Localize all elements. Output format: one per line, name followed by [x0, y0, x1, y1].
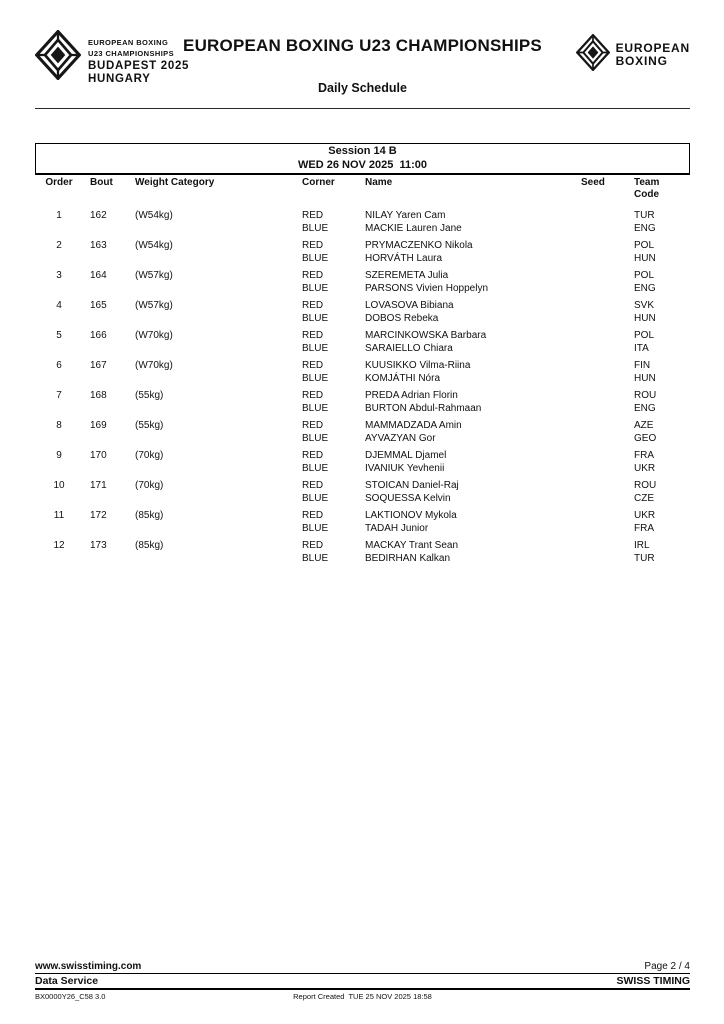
seed-cell [572, 540, 624, 565]
boxer-names-cell [357, 240, 572, 265]
european-boxing-logo-text [616, 42, 690, 68]
red-boxer-name: NILAY Yaren Cam [365, 210, 446, 221]
weight-category-cell: (55kg) [135, 390, 164, 401]
team-codes-cell [624, 360, 690, 385]
blue-boxer-name: BEDIRHAN Kalkan [365, 552, 451, 564]
corner-red-label: RED [302, 210, 324, 221]
weight-category-cell: (W54kg) [135, 210, 173, 221]
corner-cell [292, 450, 357, 475]
blue-team-code: ENG [634, 222, 656, 234]
weight-category-cell: (W57kg) [135, 300, 173, 311]
blue-team-code: HUN [634, 372, 656, 384]
red-team-code: UKR [634, 510, 656, 521]
red-boxer-name: MAMMADZADA Amin [365, 420, 462, 431]
boxer-names-cell [357, 210, 572, 235]
corner-red-label: RED [302, 510, 324, 521]
corner-blue-label: BLUE [302, 462, 329, 474]
boxer-names-cell [357, 480, 572, 505]
seed-cell [572, 480, 624, 505]
corner-red-label: RED [302, 240, 324, 251]
corner-red-label: RED [302, 480, 324, 491]
blue-team-code: ITA [634, 342, 649, 354]
column-header-weight-category: Weight Category [135, 177, 215, 188]
red-boxer-name: PRYMACZENKO Nikola [365, 240, 473, 251]
team-codes-cell [624, 240, 690, 265]
seed-cell [572, 420, 624, 445]
corner-blue-label: BLUE [302, 342, 329, 354]
session-name: Session 14 B [328, 145, 397, 157]
red-team-code: IRL [634, 540, 650, 551]
bout-number-cell: 168 [90, 390, 107, 401]
corner-red-label: RED [302, 450, 324, 461]
header-divider [35, 108, 690, 109]
red-boxer-name: KUUSIKKO Vilma-Riina [365, 360, 471, 371]
boxer-names-cell [357, 390, 572, 415]
bout-number-cell: 169 [90, 420, 107, 431]
corner-red-label: RED [302, 300, 324, 311]
table-row [35, 420, 690, 445]
blue-team-code: UKR [634, 462, 656, 474]
blue-boxer-name: TADAH Junior [365, 522, 429, 534]
weight-category-cell: (85kg) [135, 510, 164, 521]
seed-cell [572, 360, 624, 385]
team-codes-cell [624, 510, 690, 535]
schedule-section [35, 143, 690, 570]
blue-boxer-name: IVANIUK Yevhenii [365, 462, 445, 474]
red-team-code: POL [634, 330, 655, 341]
order-cell: 9 [56, 450, 62, 461]
corner-cell [292, 300, 357, 325]
diamond-gem-icon [576, 34, 610, 76]
blue-boxer-name: SARAIELLO Chiara [365, 342, 453, 354]
team-codes-cell [624, 450, 690, 475]
red-boxer-name: MARCINKOWSKA Barbara [365, 330, 487, 341]
team-codes-cell [624, 270, 690, 295]
blue-team-code: ENG [634, 282, 656, 294]
table-row [35, 450, 690, 475]
corner-cell [292, 330, 357, 355]
table-row [35, 540, 690, 565]
bout-number-cell: 165 [90, 300, 107, 311]
bout-number-cell: 166 [90, 330, 107, 341]
logo-text-line: EUROPEAN BOXING [88, 38, 169, 47]
order-cell: 12 [53, 540, 65, 551]
corner-red-label: RED [302, 270, 324, 281]
seed-cell [572, 210, 624, 235]
corner-cell [292, 540, 357, 565]
logo-text-line: HUNGARY [88, 73, 151, 85]
weight-category-cell: (85kg) [135, 540, 164, 551]
order-cell: 10 [53, 480, 65, 491]
seed-cell [572, 240, 624, 265]
blue-team-code: HUN [634, 312, 656, 324]
document-code: BX0000Y26_C58 3.0 [35, 992, 106, 1001]
boxer-names-cell [357, 270, 572, 295]
red-team-code: TUR [634, 210, 655, 221]
corner-cell [292, 390, 357, 415]
order-cell: 8 [56, 420, 62, 431]
red-boxer-name: PREDA Adrian Florin [365, 390, 458, 401]
order-cell: 5 [56, 330, 62, 341]
report-created: Report Created TUE 25 NOV 2025 18:58 [293, 992, 432, 1001]
seed-cell [572, 330, 624, 355]
order-cell: 4 [56, 300, 62, 311]
red-boxer-name: SZEREMETA Julia [365, 270, 449, 281]
red-boxer-name: DJEMMAL Djamel [365, 450, 447, 461]
blue-boxer-name: DOBOS Rebeka [365, 312, 439, 324]
corner-blue-label: BLUE [302, 222, 329, 234]
bout-number-cell: 163 [90, 240, 107, 251]
seed-cell [572, 450, 624, 475]
table-row [35, 390, 690, 415]
table-row [35, 240, 690, 265]
corner-blue-label: BLUE [302, 282, 329, 294]
corner-blue-label: BLUE [302, 492, 329, 504]
corner-red-label: RED [302, 540, 324, 551]
table-row [35, 300, 690, 325]
corner-blue-label: BLUE [302, 552, 329, 564]
red-boxer-name: LOVASOVA Bibiana [365, 300, 454, 311]
page-number: Page 2 / 4 [644, 961, 690, 972]
blue-team-code: HUN [634, 252, 656, 264]
corner-cell [292, 270, 357, 295]
blue-team-code: ENG [634, 402, 656, 414]
blue-boxer-name: BURTON Abdul-Rahmaan [365, 402, 482, 414]
bout-list [35, 210, 690, 565]
column-header-name: Name [365, 177, 393, 188]
red-team-code: ROU [634, 480, 657, 491]
red-team-code: FIN [634, 360, 651, 371]
order-cell: 11 [53, 510, 65, 521]
corner-cell [292, 420, 357, 445]
boxer-names-cell [357, 450, 572, 475]
red-team-code: ROU [634, 390, 657, 401]
team-codes-cell [624, 300, 690, 325]
blue-team-code: TUR [634, 552, 655, 564]
corner-blue-label: BLUE [302, 252, 329, 264]
footer-row-website [35, 961, 690, 974]
column-header-corner: Corner [302, 177, 335, 188]
bout-number-cell: 164 [90, 270, 107, 281]
order-cell: 7 [56, 390, 62, 401]
bout-number-cell: 162 [90, 210, 107, 221]
red-boxer-name: STOICAN Daniel-Raj [365, 480, 459, 491]
blue-team-code: CZE [634, 492, 654, 504]
data-service-label: Data Service [35, 975, 99, 987]
order-cell: 1 [56, 210, 62, 221]
corner-blue-label: BLUE [302, 522, 329, 534]
blue-boxer-name: PARSONS Vivien Hoppelyn [365, 282, 489, 294]
corner-red-label: RED [302, 330, 324, 341]
session-datetime: WED 26 NOV 2025 11:00 [297, 158, 427, 171]
seed-cell [572, 270, 624, 295]
weight-category-cell: (W70kg) [135, 330, 173, 341]
table-row [35, 270, 690, 295]
blue-boxer-name: HORVÁTH Laura [365, 252, 443, 264]
weight-category-cell: (W70kg) [135, 360, 173, 371]
footer-row-brand [35, 974, 690, 990]
column-header-code: Code [634, 189, 659, 200]
page-footer [35, 961, 690, 1002]
blue-team-code: GEO [634, 432, 657, 444]
red-team-code: SVK [634, 300, 655, 311]
order-cell: 6 [56, 360, 62, 371]
weight-category-cell: (70kg) [135, 450, 164, 461]
logo-text-line: BUDAPEST 2025 [88, 59, 190, 72]
red-boxer-name: LAKTIONOV Mykola [365, 510, 457, 521]
team-codes-cell [624, 420, 690, 445]
european-boxing-logo [576, 34, 690, 76]
corner-cell [292, 360, 357, 385]
boxer-names-cell [357, 330, 572, 355]
team-codes-cell [624, 480, 690, 505]
bout-number-cell: 171 [90, 480, 107, 491]
weight-category-cell: (70kg) [135, 480, 164, 491]
page-title: EUROPEAN BOXING U23 CHAMPIONSHIPS [183, 36, 542, 55]
corner-cell [292, 210, 357, 235]
page-subtitle: Daily Schedule [318, 81, 407, 95]
column-header-bout: Bout [90, 177, 113, 188]
corner-cell [292, 510, 357, 535]
team-codes-cell [624, 330, 690, 355]
corner-cell [292, 480, 357, 505]
corner-red-label: RED [302, 390, 324, 401]
red-team-code: AZE [634, 420, 654, 431]
corner-cell [292, 240, 357, 265]
order-cell: 3 [56, 270, 62, 281]
corner-red-label: RED [302, 420, 324, 431]
blue-team-code: FRA [634, 522, 654, 534]
table-row [35, 330, 690, 355]
boxer-names-cell [357, 540, 572, 565]
corner-red-label: RED [302, 360, 324, 371]
seed-cell [572, 510, 624, 535]
red-team-code: POL [634, 270, 655, 281]
bout-number-cell: 170 [90, 450, 107, 461]
seed-cell [572, 390, 624, 415]
title-block [95, 36, 630, 95]
red-boxer-name: MACKAY Trant Sean [365, 540, 459, 551]
logo-text-line: EUROPEAN [615, 41, 690, 55]
order-cell: 2 [56, 240, 62, 251]
corner-blue-label: BLUE [302, 312, 329, 324]
logo-text-line: U23 CHAMPIONSHIPS [88, 49, 174, 58]
website-link[interactable]: www.swisstiming.com [35, 961, 142, 972]
table-row [35, 510, 690, 535]
blue-boxer-name: MACKIE Lauren Jane [365, 222, 462, 234]
page-header [35, 26, 690, 110]
table-row [35, 360, 690, 385]
swiss-timing-label: SWISS TIMING [616, 975, 690, 987]
team-codes-cell [624, 390, 690, 415]
weight-category-cell: (W57kg) [135, 270, 173, 281]
table-header [35, 177, 690, 201]
corner-blue-label: BLUE [302, 372, 329, 384]
boxer-names-cell [357, 360, 572, 385]
column-header-order: Order [45, 177, 73, 188]
diamond-gem-icon [35, 30, 81, 85]
session-header [35, 143, 690, 175]
blue-boxer-name: KOMJÁTHI Nóra [365, 372, 441, 384]
weight-category-cell: (W54kg) [135, 240, 173, 251]
boxer-names-cell [357, 300, 572, 325]
boxer-names-cell [357, 510, 572, 535]
column-header-team-code [624, 177, 690, 201]
logo-text-line: BOXING [615, 54, 668, 68]
team-codes-cell [624, 540, 690, 565]
red-team-code: POL [634, 240, 655, 251]
red-team-code: FRA [634, 450, 654, 461]
table-row [35, 210, 690, 235]
corner-blue-label: BLUE [302, 432, 329, 444]
column-header-seed: Seed [581, 177, 605, 188]
corner-blue-label: BLUE [302, 402, 329, 414]
footer-row-meta [35, 990, 690, 1002]
boxer-names-cell [357, 420, 572, 445]
seed-cell [572, 300, 624, 325]
bout-number-cell: 172 [90, 510, 107, 521]
blue-boxer-name: SOQUESSA Kelvin [365, 492, 451, 504]
bout-number-cell: 173 [90, 540, 107, 551]
blue-boxer-name: AYVAZYAN Gor [365, 432, 436, 444]
table-row [35, 480, 690, 505]
column-header-team: Team [634, 177, 660, 188]
weight-category-cell: (55kg) [135, 420, 164, 431]
bout-number-cell: 167 [90, 360, 107, 371]
team-codes-cell [624, 210, 690, 235]
